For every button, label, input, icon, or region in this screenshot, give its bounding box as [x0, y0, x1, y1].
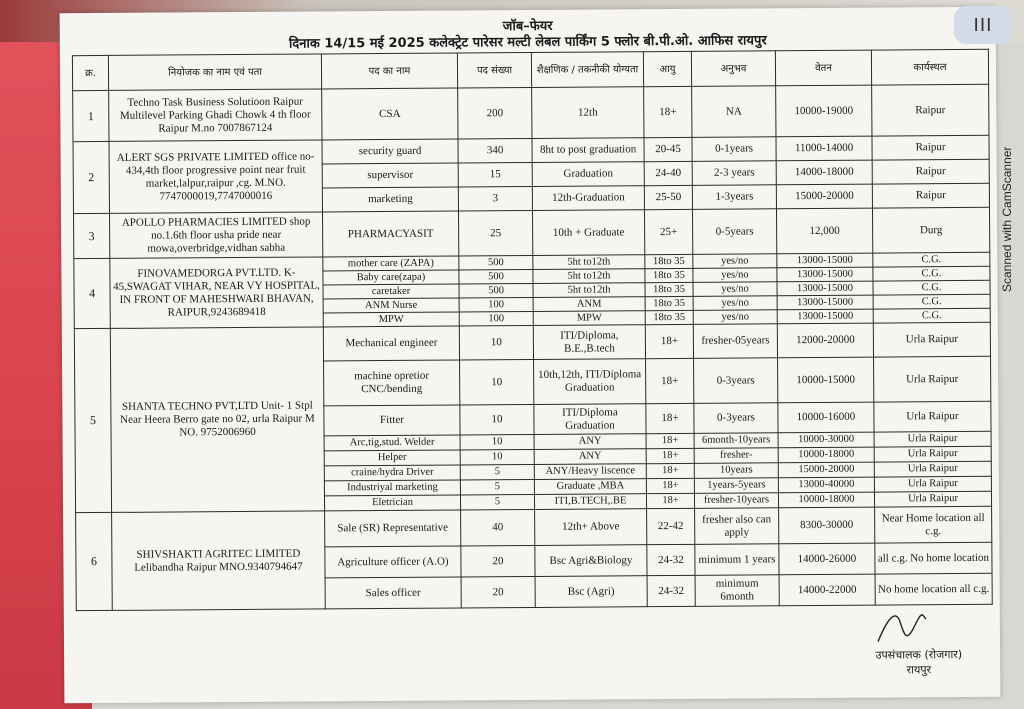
workplace: Urla Raipur [874, 431, 991, 447]
experience: 0-1years [692, 137, 776, 162]
col-header-salary: वेतन [775, 50, 871, 86]
qualification: Bsc Agri&Biology [535, 545, 647, 577]
qualification: 10th + Graduate [532, 210, 644, 256]
post-name: CSA [322, 88, 458, 140]
post-count: 340 [458, 138, 532, 163]
post-name: MPW [323, 312, 459, 327]
post-name: Baby care(zapa) [323, 270, 459, 285]
post-count: 10 [459, 325, 533, 360]
post-count: 500 [459, 255, 533, 270]
workplace: Durg [872, 207, 989, 253]
age: 18+ [646, 433, 694, 448]
salary: 10000-18000 [778, 447, 874, 463]
employer-details: SHANTA TECHNO PVT,LTD Unit- 1 Stpl Near Heera Berro gate no 02, urla Raipur M NO. 9752006960 [110, 327, 324, 512]
age: 18to 35 [645, 268, 693, 282]
experience: 10years [694, 463, 778, 479]
signature-scribble [870, 607, 930, 647]
post-name: supervisor [322, 163, 458, 188]
salary: 13000-15000 [777, 281, 873, 296]
serial-number: 2 [73, 141, 110, 213]
qualification: Bsc (Agri) [535, 576, 647, 608]
age: 18to 35 [645, 282, 693, 296]
experience: fresher also can apply [695, 508, 779, 545]
post-count: 500 [459, 283, 533, 298]
age: 24-32 [647, 575, 695, 606]
post-name: Sales officer [325, 577, 461, 609]
table-row [74, 207, 990, 258]
document-subtitle: दिनाक 14/15 मई 2025 कलेक्ट्रेट पारेसर मल्टी लेबल पार्किंग 5 फ्लोर बी.पी.ओ. आफिस रायपुर [288, 33, 767, 52]
salary: 14000-22000 [779, 574, 875, 606]
post-name: craine/hydra Driver [324, 465, 460, 481]
workplace: Urla Raipur [874, 491, 991, 507]
salary: 13000-15000 [777, 253, 873, 268]
post-name: Fitter [324, 405, 460, 436]
workplace: Urla Raipur [874, 401, 991, 432]
qualification: ANY [534, 434, 646, 450]
salary: 12,000 [776, 208, 872, 254]
qualification: 5ht to12th [533, 255, 645, 270]
workplace: Urla Raipur [873, 322, 990, 357]
age: 25+ [644, 209, 692, 254]
salary: 12000-20000 [777, 323, 873, 358]
post-count: 5 [460, 479, 534, 495]
post-count: 5 [460, 464, 534, 480]
qualification: ITI/Diploma, B.E.,B.tech [533, 325, 645, 360]
post-name: Arc,tig,stud. Welder [324, 435, 460, 451]
post-count: 20 [461, 545, 535, 577]
workplace: Urla Raipur [874, 446, 991, 462]
experience: NA [692, 86, 776, 138]
workplace: C.G. [873, 308, 990, 323]
experience: 2-3 years [692, 161, 776, 186]
qualification: ANY [534, 449, 646, 465]
salary: 13000-15000 [777, 295, 873, 310]
qualification: MPW [533, 311, 645, 326]
qualification: 12th+ Above [535, 509, 647, 546]
workplace: Urla Raipur [874, 356, 991, 402]
experience: minimum 1 years [695, 544, 779, 576]
serial-number: 5 [74, 328, 111, 512]
qualification: 10th,12th, ITI/Diploma Graduation [534, 359, 646, 405]
post-count: 10 [460, 449, 534, 465]
salary: 13000-40000 [778, 477, 874, 493]
employer-details: APOLLO PHARMACIES LIMITED shop no.1.6th floor usha pride near mowa,overbridge,vidhan sabha [110, 212, 323, 258]
post-count: 20 [461, 576, 535, 608]
workplace: Raipur [872, 183, 989, 208]
salary: 8300-30000 [779, 507, 875, 544]
experience: yes/no [693, 254, 777, 269]
salary: 10000-15000 [778, 357, 874, 403]
age: 18to 35 [645, 296, 693, 310]
signature-block [875, 647, 962, 678]
salary: 10000-18000 [778, 492, 874, 508]
experience: yes/no [693, 268, 777, 283]
post-name: Industriyal marketing [324, 480, 460, 496]
document-title: जॉब–फेयर [502, 18, 553, 35]
experience: 6month-10years [694, 433, 778, 449]
post-count: 25 [458, 210, 532, 256]
post-count: 40 [461, 509, 535, 546]
experience: 0-3years [694, 358, 778, 404]
age: 18+ [646, 493, 694, 508]
salary: 15000-20000 [778, 462, 874, 478]
qualification: ITI/Diploma Graduation [534, 404, 646, 435]
post-name: PHARMACYASIT [322, 211, 458, 257]
experience: yes/no [693, 282, 777, 297]
salary: 10000-19000 [776, 85, 872, 137]
employer-details: SHIVSHAKTI AGRITEC LIMITED Lelibandha Raipur MNO.9340794647 [112, 511, 326, 610]
qualification: 12th [532, 87, 644, 139]
qualification: ANY/Heavy liscence [534, 464, 646, 480]
age: 18+ [645, 324, 693, 358]
salary: 11000-14000 [776, 136, 872, 161]
post-count: 5 [460, 494, 534, 510]
age: 24-40 [644, 161, 692, 185]
qualification: 5ht to12th [533, 283, 645, 298]
serial-number: 3 [74, 213, 110, 258]
experience: fresher-10years [694, 493, 778, 509]
qualification: Graduate ,MBA [534, 479, 646, 495]
age: 18+ [646, 463, 694, 478]
age: 24-32 [647, 544, 695, 575]
experience: fresher-05years [693, 324, 777, 359]
serial-number: 1 [73, 90, 109, 141]
post-count: 100 [459, 311, 533, 326]
post-count: 200 [458, 87, 532, 139]
post-name: marketing [322, 187, 458, 212]
age: 18+ [646, 358, 694, 403]
qualification: ANM [533, 297, 645, 312]
experience: yes/no [693, 310, 777, 325]
workplace: all c.g. No home location [875, 542, 992, 574]
col-header-count: पद संख्या [457, 52, 531, 88]
workplace: No home location all c.g. [875, 573, 992, 605]
post-count: 10 [460, 404, 534, 435]
experience: minimum 6month [695, 575, 779, 607]
workplace: Raipur [872, 84, 989, 136]
employer-details: FINOVAMEDORGA PVT.LTD. K-45,SWAGAT VIHAR, NEAR VY HOSPITAL, IN FRONT OF MAHESHWARI BHAVAN, RAIPUR,9243689418 [110, 257, 323, 328]
post-count: 3 [458, 186, 532, 211]
qualification: Graduation [532, 162, 644, 187]
age: 25-50 [644, 185, 692, 209]
workplace: Raipur [872, 159, 989, 184]
experience: 1years-5years [694, 478, 778, 494]
post-count: 15 [458, 162, 532, 187]
age: 22-42 [647, 508, 695, 544]
col-header-sn: क्र. [72, 55, 108, 90]
post-name: caretaker [323, 284, 459, 299]
workplace: Near Home location all c.g. [875, 506, 992, 543]
post-name: Agriculture officer (A.O) [325, 546, 461, 578]
post-name: Eletrician [324, 495, 460, 511]
salary: 10000-30000 [778, 432, 874, 448]
menu-button[interactable]: III [954, 6, 1012, 44]
age: 18+ [646, 448, 694, 463]
signatory-title: उपसंचालक (रोजगार) [875, 647, 963, 662]
col-header-experience: अनुभव [691, 51, 775, 87]
post-count: 100 [459, 297, 533, 312]
post-name: security guard [322, 139, 458, 164]
qualification: ITI,B.TECH,.BE [534, 494, 646, 510]
post-count: 500 [459, 269, 533, 284]
workplace: Raipur [872, 135, 989, 160]
job-table [72, 49, 993, 611]
qualification: 5ht to12th [533, 269, 645, 284]
post-name: Helper [324, 450, 460, 466]
workplace: C.G. [873, 294, 990, 309]
workplace: Urla Raipur [874, 476, 991, 492]
salary: 14000-26000 [779, 543, 875, 575]
qualification: 12th-Graduation [532, 186, 644, 211]
job-fair-document [60, 7, 1001, 704]
experience: 0-5years [692, 209, 776, 255]
col-header-age: आयु [643, 51, 691, 86]
workplace: C.G. [873, 252, 990, 267]
workplace: C.G. [873, 280, 990, 295]
age: 18+ [646, 478, 694, 493]
salary: 14000-18000 [776, 160, 872, 185]
col-header-post: पद का नाम [321, 53, 457, 89]
post-name: ANM Nurse [323, 298, 459, 313]
experience: 1-3years [692, 185, 776, 210]
post-name: Sale (SR) Representative [325, 510, 461, 547]
signatory-city: रायपुर [906, 663, 932, 677]
age: 20-45 [644, 137, 692, 161]
salary: 10000-16000 [778, 402, 874, 433]
post-count: 10 [460, 359, 534, 405]
col-header-qualification: शैक्षणिक / तकनीकी योग्यता [531, 52, 643, 88]
table-row [73, 84, 989, 141]
qualification: 8ht to post graduation [532, 138, 644, 163]
post-count: 10 [460, 434, 534, 450]
workplace: C.G. [873, 266, 990, 281]
salary: 13000-15000 [777, 267, 873, 282]
salary: 13000-15000 [777, 309, 873, 324]
age: 18to 35 [645, 310, 693, 324]
serial-number: 4 [74, 258, 110, 328]
experience: 0-3years [694, 403, 778, 434]
age: 18+ [646, 403, 694, 433]
experience: fresher- [694, 448, 778, 464]
salary: 15000-20000 [776, 184, 872, 209]
age: 18+ [644, 86, 692, 137]
col-header-workplace: कार्यस्थल [871, 49, 988, 85]
camscanner-watermark: Scanned with CamScanner [1000, 146, 1014, 292]
workplace: Urla Raipur [874, 461, 991, 477]
age: 18to 35 [645, 254, 693, 268]
experience: yes/no [693, 296, 777, 311]
col-header-employer: नियोजक का नाम एवं पता [108, 54, 321, 90]
post-name: Mechanical engineer [323, 326, 459, 361]
employer-details: Techno Task Business Solutioon Raipur Multilevel Parking Ghadi Chowk 4 th floor Raipur M.no 7007867124 [109, 89, 322, 141]
employer-details: ALERT SGS PRIVATE LIMITED office no-434,4th floor progressive point near fruit market,lalpur,raipur ,cg. M.NO. 7747000019,7747000016 [109, 140, 322, 213]
post-name: mother care (ZAPA) [323, 256, 459, 271]
post-name: machine opretior CNC/bending [324, 360, 460, 406]
serial-number: 6 [76, 512, 113, 610]
